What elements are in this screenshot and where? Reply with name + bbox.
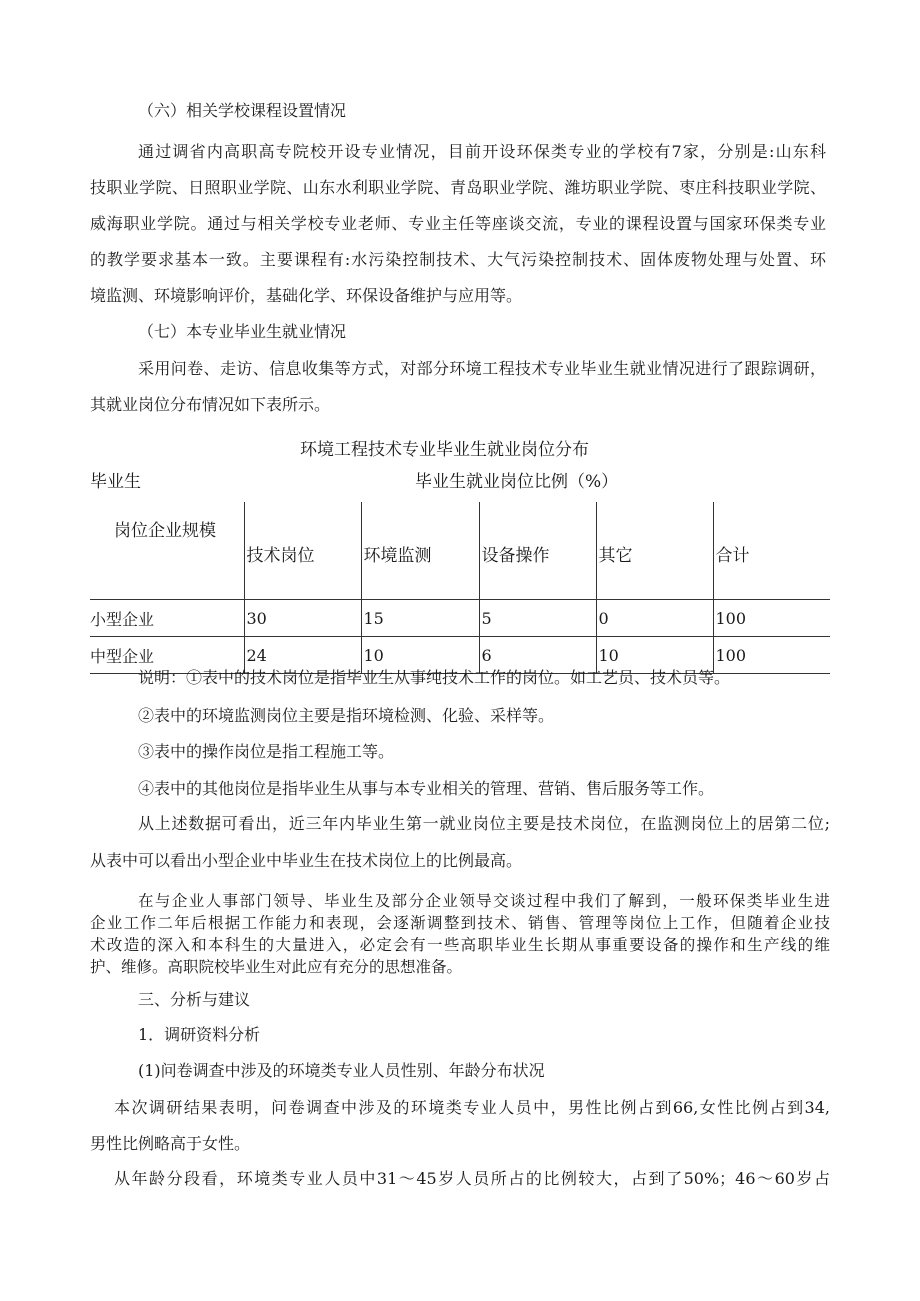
gender-line-1: 本次调研结果表明，问卷调查中涉及的环境类专业人员中，男性比例占到66,女性比例占到34, (114, 1098, 830, 1117)
para-6-line-3: 威海职业学院。通过与相关学校专业老师、专业主任等座谈交流，专业的课程设置与国家环保类专业 (90, 214, 826, 233)
employment-table (90, 502, 830, 674)
table-header-row (90, 502, 830, 600)
table-cell: 5 (479, 600, 596, 637)
row-label: 小型企业 (90, 600, 244, 637)
note-3: ③表中的操作岗位是指工程施工等。 (138, 742, 395, 761)
col-header: 环境监测 (361, 502, 479, 600)
note-4: ④表中的其他岗位是指毕业生从事与本专业相关的管理、营销、售后服务等工作。 (138, 779, 715, 798)
subsection-1-heading: 1．调研资料分析 (138, 1025, 261, 1044)
col-header: 技术岗位 (244, 502, 361, 600)
table-cell: 30 (244, 600, 361, 637)
para-7-line-1: 采用问卷、走访、信息收集等方式，对部分环境工程技术专业毕业生就业情况进行了跟踪调研， (138, 359, 826, 378)
table-cell: 6 (479, 637, 596, 674)
para-7-line-2: 其就业岗位分布情况如下表所示。 (90, 395, 331, 414)
note-1: 说明：①表中的技术岗位是指毕业生从事纯技术工作的岗位。如工艺员、技术员等。 (138, 668, 731, 687)
table-cell: 100 (713, 637, 830, 674)
para-6-line-2: 技职业学院、日照职业学院、山东水利职业学院、青岛职业学院、潍坊职业学院、枣庄科技职业学院、 (90, 178, 826, 197)
col-header: 设备操作 (479, 502, 596, 600)
para-6-line-4: 的教学要求基本一致。主要课程有:水污染控制技术、大气污染控制技术、固体废物处理与处置、环 (90, 250, 826, 269)
hr-line-1: 在与企业人事部门领导、毕业生及部分企业领导交谈过程中我们了解到，一般环保类毕业生进 (138, 892, 830, 910)
table-cell: 10 (361, 637, 479, 674)
section-3-heading: 三、分析与建议 (138, 990, 251, 1009)
analysis-line-1: 从上述数据可看出，近三年内毕业生第一就业岗位主要是技术岗位，在监测岗位上的居第二位; (138, 814, 830, 833)
table-cell: 100 (713, 600, 830, 637)
row-label: 中型企业 (90, 637, 244, 674)
col-header: 其它 (596, 502, 713, 600)
table-span-header: 毕业生就业岗位比例（%） (415, 472, 619, 492)
hr-line-2: 企业工作二年后根据工作能力和表现，会逐渐调整到技术、销售、管理等岗位上工作，但随着企业技 (90, 914, 830, 932)
hr-line-3: 术改造的深入和本科生的大量进入，必定会有一些高职毕业生长期从事重要设备的操作和生产线的维 (90, 936, 830, 954)
table-corner-bottom: 岗位企业规模 (114, 521, 216, 541)
table-caption: 环境工程技术专业毕业生就业岗位分布 (300, 440, 589, 460)
heading-7: （七）本专业毕业生就业情况 (138, 322, 347, 341)
col-header: 合计 (713, 502, 830, 600)
subsection-1-1-heading: (1)问卷调查中涉及的环境类专业人员性别、年龄分布状况 (138, 1061, 545, 1080)
heading-6: （六）相关学校课程设置情况 (138, 101, 347, 120)
analysis-line-2: 从表中可以看出小型企业中毕业生在技术岗位上的比例最高。 (90, 851, 523, 870)
table-corner-top: 毕业生 (90, 472, 141, 492)
para-6-line-1: 通过调省内高职高专院校开设专业情况，目前开设环保类专业的学校有7家，分别是:山东科 (138, 142, 826, 161)
age-line-1: 从年龄分段看，环境类专业人员中31～45岁人员所占的比例较大，占到了50%；46～60岁占 (114, 1169, 830, 1188)
note-2: ②表中的环境监测岗位主要是指环境检测、化验、采样等。 (138, 706, 555, 725)
para-6-line-5: 境监测、环境影响评价，基础化学、环保设备维护与应用等。 (90, 286, 523, 305)
hr-line-4: 护、维修。高职院校毕业生对此应有充分的思想准备。 (90, 958, 463, 976)
table-cell: 10 (596, 637, 713, 674)
table-cell: 0 (596, 600, 713, 637)
table-row (90, 600, 830, 637)
table-cell: 15 (361, 600, 479, 637)
table-cell: 24 (244, 637, 361, 674)
gender-line-2: 男性比例略高于女性。 (90, 1134, 251, 1153)
